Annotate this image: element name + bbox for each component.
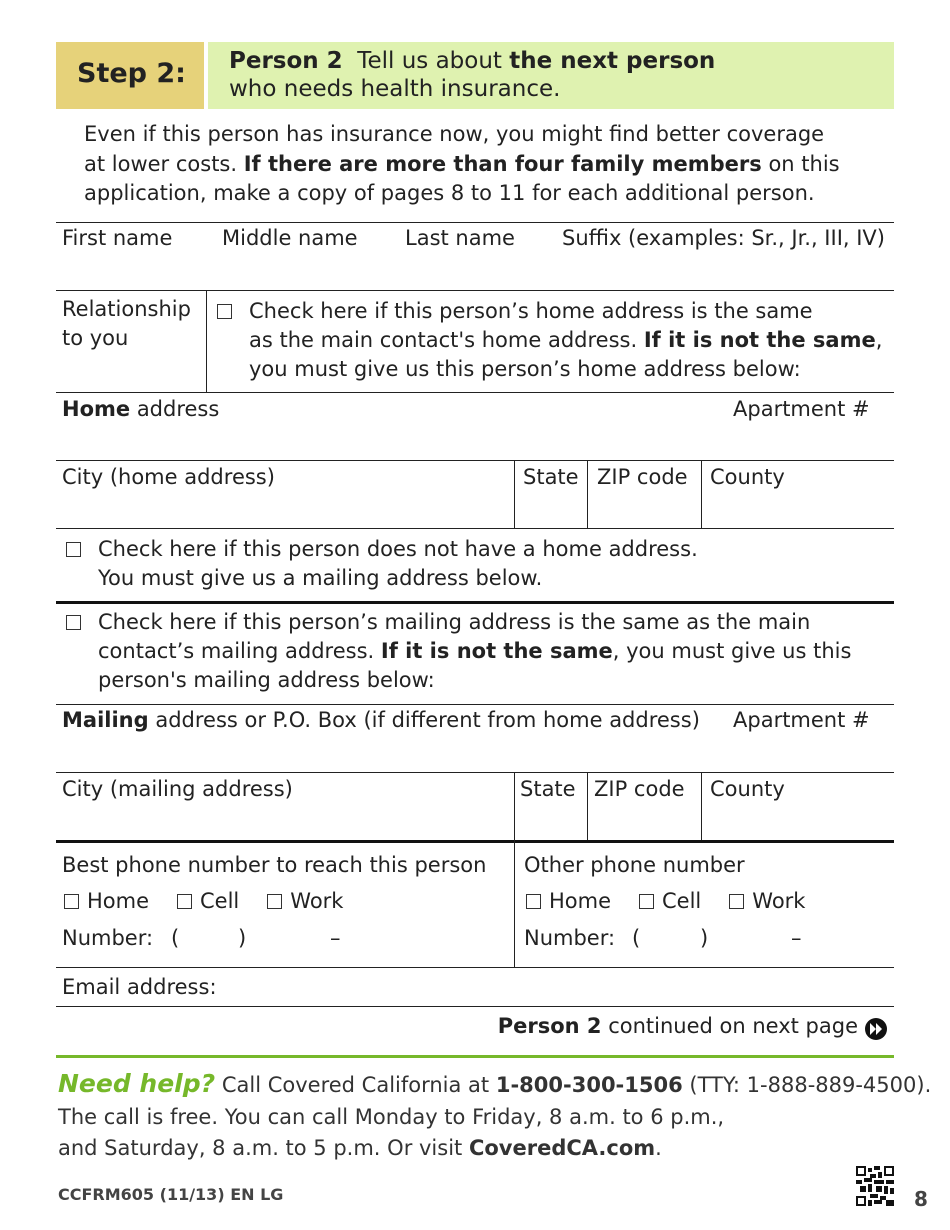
email-field[interactable]: Email address: xyxy=(62,975,217,999)
best-phone-cell-option[interactable]: Cell xyxy=(177,889,239,913)
no-home-address-checkbox[interactable] xyxy=(66,542,81,557)
checkbox[interactable] xyxy=(177,894,192,909)
same-home-address-text: Check here if this person’s home address is the same as the main contact's home address. If it is not the same, you must give us this person’s home address below: xyxy=(249,299,883,381)
best-phone-area-close: ) xyxy=(238,926,247,950)
mailing-zip-field[interactable]: ZIP code xyxy=(594,777,685,801)
divider xyxy=(56,840,894,843)
same-mailing-address-text: Check here if this person’s mailing address is the same as the main contact’s mailing address. If it is not the same, you must give us this person's mailing address below: xyxy=(98,610,852,692)
divider xyxy=(701,460,702,528)
other-phone-label: Other phone number xyxy=(524,853,745,877)
best-phone-dash: – xyxy=(330,926,341,950)
checkbox[interactable] xyxy=(526,894,541,909)
home-zip-field[interactable]: ZIP code xyxy=(597,465,688,489)
divider xyxy=(701,772,702,840)
other-phone-number-field[interactable] xyxy=(640,924,850,953)
divider xyxy=(56,967,894,968)
intro-text-1: Tell us about xyxy=(342,48,510,74)
best-phone-work-option[interactable]: Work xyxy=(267,889,343,913)
step-title xyxy=(229,47,889,103)
qr-code-icon xyxy=(856,1166,894,1206)
intro-line-3: application, make a copy of pages 8 to 11 for each additional person. xyxy=(84,181,815,205)
home-city-field[interactable]: City (home address) xyxy=(62,465,275,489)
other-phone-area-open: ( xyxy=(632,926,641,950)
relationship-field[interactable]: Relationship to you xyxy=(62,297,191,350)
checkbox[interactable] xyxy=(729,894,744,909)
intro-line-1: Even if this person has insurance now, you might find better coverage xyxy=(84,122,825,146)
mailing-county-field[interactable]: County xyxy=(710,777,785,801)
step-badge xyxy=(56,42,204,109)
step-label: Step 2: xyxy=(77,58,186,89)
divider xyxy=(56,601,894,604)
divider xyxy=(206,290,207,392)
help-phone-link[interactable]: 1-800-300-1506 xyxy=(495,1073,683,1097)
home-state-field[interactable]: State xyxy=(523,465,579,489)
home-county-field[interactable]: County xyxy=(710,465,785,489)
checkbox[interactable] xyxy=(267,894,282,909)
suffix-field[interactable]: Suffix (examples: Sr., Jr., III, IV) xyxy=(562,226,885,250)
divider xyxy=(587,460,588,528)
intro-bold: the next person xyxy=(509,48,716,74)
intro-line-2: at lower costs. If there are more than four family members on this xyxy=(84,151,840,176)
mailing-apartment-field[interactable]: Apartment # xyxy=(733,708,870,732)
divider xyxy=(56,528,894,529)
best-phone-area-open: ( xyxy=(171,926,180,950)
best-phone-type-options xyxy=(64,887,343,916)
divider xyxy=(56,222,894,223)
home-address-field[interactable]: Home address xyxy=(62,397,220,421)
last-name-field[interactable]: Last name xyxy=(405,226,515,250)
checkbox[interactable] xyxy=(639,894,654,909)
other-phone-number-label: Number: xyxy=(524,926,616,950)
intro-text-2: who needs health insurance. xyxy=(229,76,561,102)
step-title-box xyxy=(208,42,894,109)
continued-note: Person 2 continued on next page xyxy=(497,1014,858,1038)
best-phone-number-label: Number: xyxy=(62,926,154,950)
best-phone-number-field[interactable] xyxy=(180,924,380,953)
other-phone-dash: – xyxy=(791,926,802,950)
other-phone-area-close: ) xyxy=(700,926,709,950)
other-phone-work-option[interactable]: Work xyxy=(729,889,805,913)
home-apartment-field[interactable]: Apartment # xyxy=(733,397,870,421)
best-phone-label: Best phone number to reach this person xyxy=(62,853,487,877)
form-id: CCFRM605 (11/13) EN LG xyxy=(58,1185,284,1204)
mailing-address-field[interactable]: Mailing address or P.O. Box (if different from home address) xyxy=(62,708,700,732)
divider xyxy=(56,392,894,393)
mailing-city-field[interactable]: City (mailing address) xyxy=(62,777,293,801)
same-home-address-checkbox[interactable] xyxy=(217,304,232,319)
divider xyxy=(56,1006,894,1007)
other-phone-type-options xyxy=(526,887,805,916)
divider xyxy=(587,772,588,840)
no-home-address-text: Check here if this person does not have a home address. You must give us a mailing address below. xyxy=(98,537,698,590)
help-section: Need help? Call Covered California at 1-800-300-1506 (TTY: 1-888-889-4500). The call is free. You can call Monday to Friday, 8 a.m. to 6 p.m., and Saturday, 8 a.m. to 5 p.m. Or visit CoveredCA.com. xyxy=(58,1069,932,1160)
first-name-field[interactable]: First name xyxy=(62,226,173,250)
divider xyxy=(514,772,515,840)
checkbox[interactable] xyxy=(64,894,79,909)
website-link[interactable]: CoveredCA.com xyxy=(468,1136,656,1160)
page-number: 8 xyxy=(914,1187,928,1211)
same-mailing-address-checkbox[interactable] xyxy=(66,615,81,630)
divider xyxy=(56,704,894,705)
best-phone-home-option[interactable]: Home xyxy=(64,889,149,913)
person-label: Person 2 xyxy=(229,48,343,74)
other-phone-home-option[interactable]: Home xyxy=(526,889,611,913)
divider xyxy=(514,460,515,528)
divider xyxy=(56,772,894,773)
intro-paragraph xyxy=(84,120,884,209)
divider xyxy=(56,290,894,291)
help-title: Need help? xyxy=(58,1069,216,1098)
middle-name-field[interactable]: Middle name xyxy=(222,226,358,250)
divider xyxy=(514,840,515,967)
next-page-icon xyxy=(864,1017,888,1041)
mailing-state-field[interactable]: State xyxy=(520,777,576,801)
other-phone-cell-option[interactable]: Cell xyxy=(639,889,701,913)
divider xyxy=(56,460,894,461)
help-divider xyxy=(56,1055,894,1058)
